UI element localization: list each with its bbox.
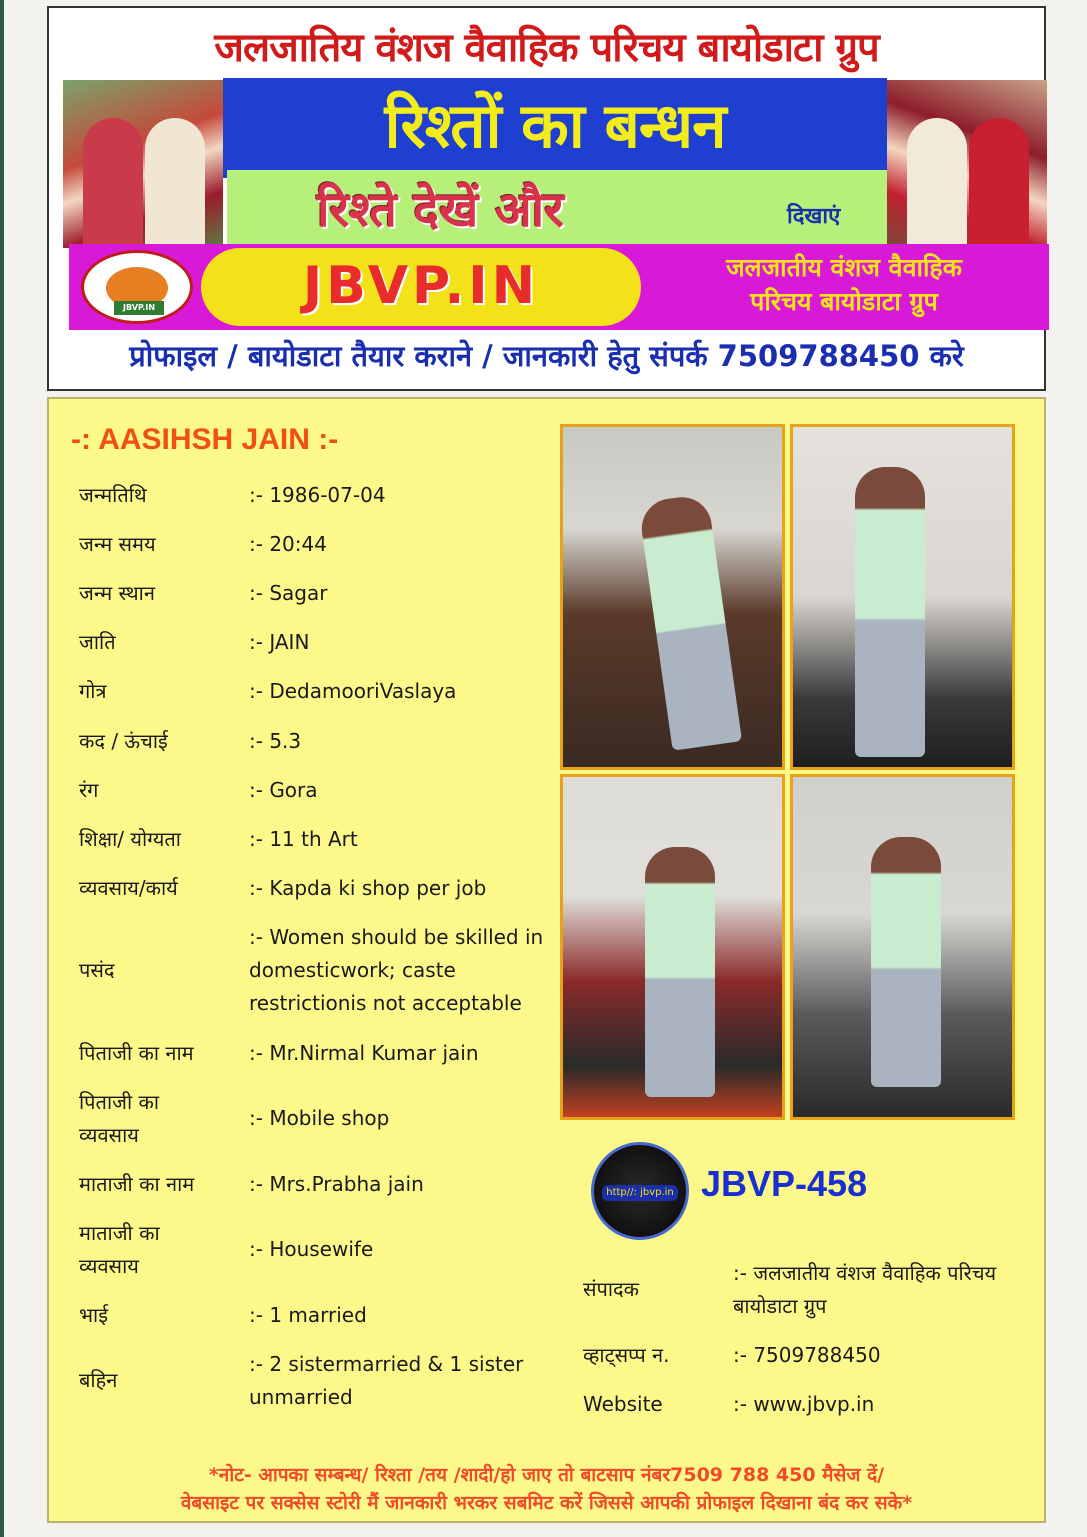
info-value: :- जलजातीय वंशज वैवाहिक परिचय बायोडाटा ग्रुप <box>733 1261 997 1318</box>
brand-band <box>69 244 1049 330</box>
field-label: जाति <box>79 630 116 654</box>
banner-sub-small: दिखाएं <box>787 204 841 229</box>
profile-id: JBVP-458 <box>701 1163 868 1204</box>
brand-pill <box>201 248 641 326</box>
field-label: माताजी का व्यवसाय <box>79 1221 160 1278</box>
field-label: रंग <box>79 778 99 802</box>
field-value: :- JAIN <box>249 630 310 654</box>
logo-url: http//: jbvp.in <box>602 1185 678 1201</box>
person-figure <box>871 837 941 1087</box>
banner-main <box>223 78 887 178</box>
field-label: पिताजी का नाम <box>79 1041 194 1065</box>
couple-photo-right <box>887 80 1047 248</box>
field-label: व्यवसाय/कार्य <box>79 876 178 900</box>
field-label: भाई <box>79 1303 109 1327</box>
person-figure <box>645 847 715 1097</box>
info-label: Website <box>583 1392 663 1416</box>
field-row <box>79 1217 559 1283</box>
contact-line: प्रोफाइल / बायोडाटा तैयार कराने / जानकारी हेतु संपर्क 7509788450 करे <box>129 339 964 373</box>
field-value: :- 20:44 <box>249 532 327 556</box>
field-value: :- Sagar <box>249 581 328 605</box>
field-label: कद / ऊंचाई <box>79 729 168 753</box>
header-banner <box>47 6 1046 391</box>
info-label: व्हाट्सप्प न. <box>583 1343 670 1367</box>
field-value: :- DedamooriVaslaya <box>249 679 457 703</box>
field-value: :- 11 th Art <box>249 827 358 851</box>
profile-name: -: AASIHSH JAIN :- <box>71 423 339 456</box>
groom-figure <box>907 118 967 248</box>
field-value: :- 2 sistermarried & 1 sister unmarried <box>249 1352 524 1409</box>
field-row <box>79 1086 559 1152</box>
field-label: जन्म समय <box>79 532 156 556</box>
info-row <box>583 1257 1023 1323</box>
field-value: :- Women should be skilled in domesticwork; caste restrictionis not acceptable <box>249 925 544 1015</box>
field-value: :- Mrs.Prabha jain <box>249 1172 424 1196</box>
banner-sub-text: रिश्ते देखें और <box>317 182 564 238</box>
page-edge <box>0 0 4 1537</box>
brand-tagline-2: परिचय बायोडाटा ग्रुप <box>750 287 938 316</box>
field-value: :- Gora <box>249 778 318 802</box>
field-label: माताजी का नाम <box>79 1172 195 1196</box>
field-value: :- Kapda ki shop per job <box>249 876 487 900</box>
field-label: बहिन <box>79 1368 118 1392</box>
profile-photo-1 <box>560 424 785 770</box>
person-figure <box>855 467 925 757</box>
field-value: :- Housewife <box>249 1237 374 1261</box>
field-value: :- Mr.Nirmal Kumar jain <box>249 1041 479 1065</box>
field-value: :- 1986-07-04 <box>249 483 386 507</box>
field-value: :- 5.3 <box>249 729 302 753</box>
brand-text: JBVP.IN <box>302 256 540 316</box>
jbvp-logo-icon <box>591 1142 689 1240</box>
brand-logo <box>81 250 193 324</box>
note-line-1: *नोट- आपका सम्बन्ध/ रिश्ता /तय /शादी/हो जाए तो बाटसाप नंबर7509 788 450 मैसेज दें/ <box>208 1464 885 1486</box>
brand-tagline-1: जलजातीय वंशज वैवाहिक <box>726 253 962 282</box>
field-label: पिताजी का व्यवसाय <box>79 1090 160 1147</box>
info-label: संपादक <box>583 1277 640 1301</box>
banner-main-text: रिश्तों का बन्धन <box>384 89 726 162</box>
groom-figure <box>145 118 205 248</box>
bride-figure <box>83 118 143 248</box>
banner-sub <box>227 170 887 246</box>
field-label: शिक्षा/ योग्यता <box>79 827 181 851</box>
person-figure <box>638 493 742 750</box>
field-value: :- 1 married <box>249 1303 367 1327</box>
field-value: :- Mobile shop <box>249 1106 390 1130</box>
header-title: जलजातिय वंशज वैवाहिक परिचय बायोडाटा ग्रुप <box>214 25 879 71</box>
info-value: :- www.jbvp.in <box>733 1392 875 1416</box>
field-row <box>79 921 559 1021</box>
field-label: जन्मतिथि <box>79 483 147 507</box>
logo-tag: JBVP.IN <box>114 301 164 315</box>
profile-photo-4 <box>790 774 1015 1120</box>
field-label: गोत्र <box>79 679 107 703</box>
field-label: पसंद <box>79 958 115 982</box>
note-line-2: वेबसाइट पर सक्सेस स्टोरी मैं जानकारी भरकर सबमिट करें जिससे आपकी प्रोफाइल दिखाना बंद कर सके* <box>180 1492 913 1514</box>
field-row <box>79 1348 559 1414</box>
couple-photo-left <box>63 80 223 248</box>
info-value: :- 7509788450 <box>733 1343 881 1367</box>
field-label: जन्म स्थान <box>79 581 155 605</box>
bride-figure <box>969 118 1029 248</box>
profile-photo-2 <box>790 424 1015 770</box>
profile-photo-3 <box>560 774 785 1120</box>
profile-card <box>47 397 1046 1523</box>
